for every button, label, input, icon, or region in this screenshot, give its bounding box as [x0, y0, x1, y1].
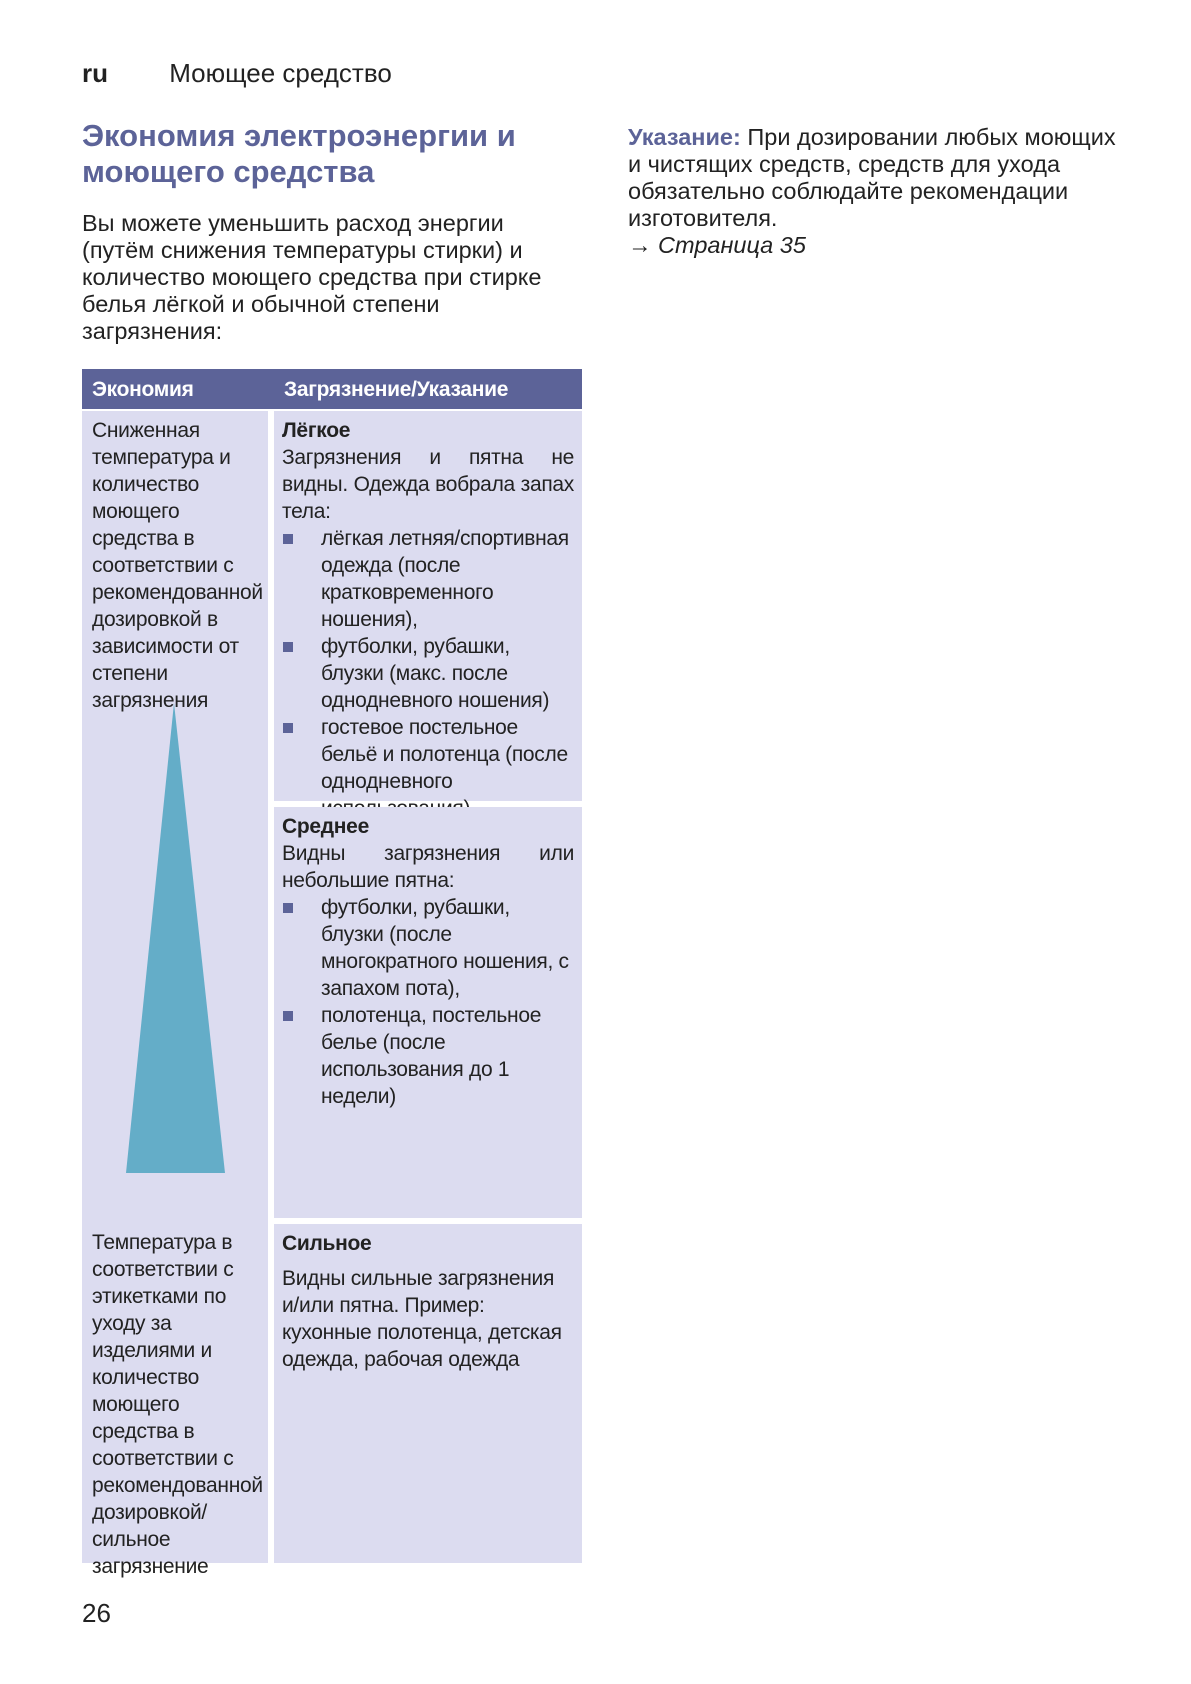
note-text: При дозировании любых моющих и чистящих средств, средств для ухода обязательно соблюдайте рекомендации изготовителя.	[628, 124, 1116, 231]
soiling-heavy-title: Сильное	[282, 1232, 372, 1255]
soiling-light-cell	[274, 411, 582, 801]
savings-table	[82, 369, 582, 1578]
note-label: Указание:	[628, 124, 741, 150]
note-box	[628, 124, 1128, 259]
bullet-square-icon	[283, 1011, 293, 1021]
soiling-medium-cell	[274, 807, 582, 1218]
list-item: гостевое постельное бельё и полотенца (после однодневного	[282, 714, 574, 822]
soiling-heavy-desc: Видны сильные загрязнения и/или пятна. Пример: кухонные полотенца, детская одежда, рабочая одежда	[282, 1267, 562, 1371]
page-title: Экономия электроэнергии и моющего средства	[82, 118, 516, 189]
arrow-icon: →	[628, 232, 652, 258]
soiling-medium-title: Среднее	[282, 815, 369, 838]
header-soiling: Загрязнение/Указание	[284, 377, 509, 401]
soiling-medium-list	[282, 894, 574, 1110]
economy-column	[82, 411, 268, 1578]
soiling-light-title: Лёгкое	[282, 419, 351, 442]
soiling-heavy-cell	[274, 1224, 582, 1563]
page-reference-link[interactable]: Страница 35	[658, 232, 806, 258]
list-item: футболки, рубашки, блузки (после многократного ношения, с запахом пота),	[282, 894, 574, 1002]
bullet-square-icon	[283, 534, 293, 544]
section-name: Моющее средство	[169, 58, 392, 88]
soiling-medium-desc: Видны загрязнения или небольшие пятна:	[282, 842, 574, 892]
page-header	[82, 58, 392, 89]
list-item: футболки, рубашки, блузки (макс. после однодневного ношения)	[282, 633, 574, 714]
economy-reduced-text: Сниженная температура и количество моющего средства в соответствии с рекомендованной дозировкой в зависимости от степени загрязнения	[92, 419, 263, 712]
bullet-square-icon	[283, 903, 293, 913]
table-header	[82, 369, 582, 409]
page-number: 26	[82, 1598, 111, 1628]
soiling-light-desc: Загрязнения и пятна не видны. Одежда вобрала запах тела:	[282, 446, 574, 523]
intro-paragraph: Вы можете уменьшить расход энергии (путём снижения температуры стирки) и количество моющего средства при стирке белья лёгкой и обычной степени загрязнения:	[82, 210, 542, 344]
bullet-square-icon	[283, 723, 293, 733]
language-code: ru	[82, 58, 108, 88]
list-item: лёгкая летняя/спортивная одежда (после кратковременного ношения),	[282, 525, 574, 633]
header-economy: Экономия	[92, 377, 194, 401]
soiling-light-list	[282, 525, 574, 822]
economy-standard-text: Температура в соответствии с этикетками по уходу за изделиями и количество моющего средства в соответствии с рекомендованной дозировкой/ сильное загрязнение	[92, 1231, 263, 1578]
bullet-square-icon	[283, 642, 293, 652]
list-item: полотенца, постельное белье (после использования до 1 недели)	[282, 1002, 574, 1110]
economy-wedge-graphic	[126, 703, 226, 1173]
